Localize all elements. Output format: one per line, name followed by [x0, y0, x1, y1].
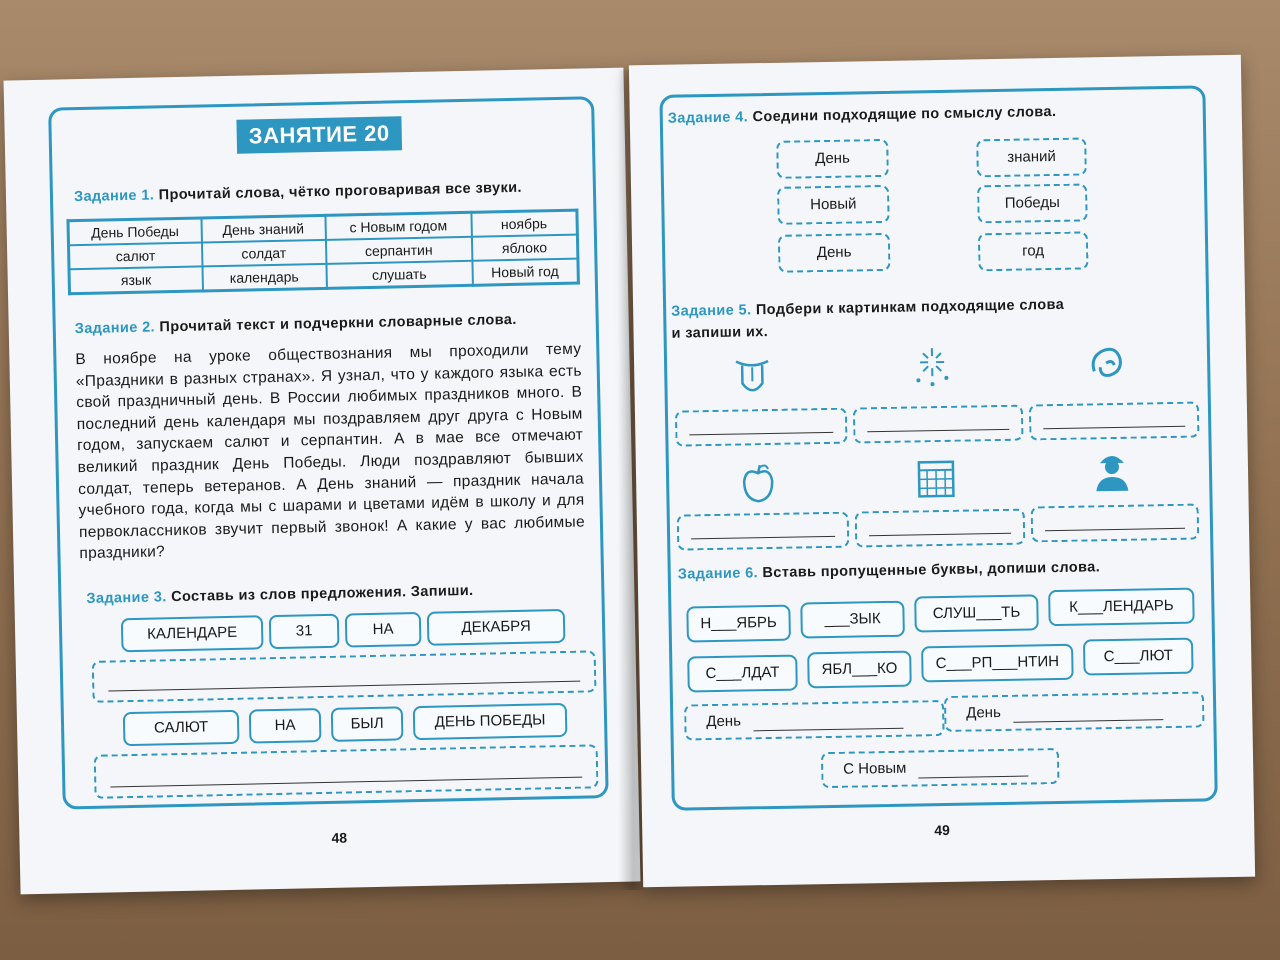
table-cell: язык: [69, 266, 203, 293]
answer-area[interactable]: [675, 408, 848, 447]
tongue-icon: [730, 353, 775, 398]
fill-word-card[interactable]: С___ЛДАТ: [687, 655, 798, 693]
word-card: ДЕКАБРЯ: [427, 609, 566, 646]
table-cell: с Новым годом: [325, 212, 471, 240]
answer-area[interactable]: [853, 405, 1024, 444]
match-word-right[interactable]: Победы: [977, 183, 1088, 223]
task1-text: Прочитай слова, чётко проговаривая все звуки.: [158, 179, 523, 204]
match-word-right[interactable]: год: [978, 231, 1089, 271]
fill-word-card[interactable]: С___ЛЮТ: [1083, 638, 1194, 676]
match-word-left[interactable]: День: [778, 233, 891, 273]
page-number: 49: [934, 821, 950, 839]
table-cell: солдат: [202, 240, 327, 267]
answer-line: [869, 533, 1011, 536]
word-card: ДЕНЬ ПОБЕДЫ: [413, 703, 568, 740]
fill-word-card[interactable]: С___РП___НТИН: [921, 644, 1074, 683]
match-word-right[interactable]: знаний: [976, 137, 1087, 177]
answer-line: [1045, 528, 1185, 531]
soldier-icon: [1090, 449, 1135, 494]
task4-text: Соедини подходящие по смыслу слова.: [752, 103, 1057, 126]
table-cell: День знаний: [201, 215, 326, 242]
right-page: [629, 55, 1255, 888]
word-card: БЫЛ: [331, 706, 404, 742]
table-cell: серпантин: [326, 237, 472, 264]
answer-area[interactable]: [677, 512, 850, 551]
table-cell: календарь: [202, 264, 327, 291]
task5-heading: [671, 294, 1065, 345]
task5-text-line2: и запиши их.: [671, 324, 769, 342]
task5-number: Задание 5.: [671, 302, 752, 320]
task6-number: Задание 6.: [677, 565, 759, 583]
phrase-fill[interactable]: [821, 748, 1060, 788]
answer-area[interactable]: [1031, 504, 1200, 543]
word-card: НА: [345, 612, 422, 648]
fill-word-card[interactable]: ЯБЛ___КО: [807, 651, 912, 689]
table-cell: салют: [69, 242, 203, 269]
answer-line: [110, 777, 582, 788]
table-cell: День Победы: [68, 218, 202, 245]
word-card: НА: [249, 708, 322, 744]
task3-text: Составь из слов предложения. Запиши.: [170, 582, 474, 606]
calendar-icon: [914, 456, 959, 501]
task6-text: Вставь пропущенные буквы, допиши слова.: [762, 559, 1101, 582]
answer-line: [1013, 701, 1163, 723]
left-page: [4, 68, 641, 895]
phrase-label: С Новым: [843, 759, 907, 778]
page-number: 48: [331, 829, 348, 846]
fill-word-card[interactable]: К___ЛЕНДАРЬ: [1048, 588, 1195, 627]
fill-word-card[interactable]: Н___ЯБРЬ: [686, 605, 791, 643]
task1-word-table: [66, 209, 579, 296]
answer-line: [918, 757, 1028, 778]
answer-line: [753, 709, 903, 731]
answer-area[interactable]: [855, 509, 1026, 548]
fireworks-icon: [910, 344, 955, 389]
task2-number: Задание 2.: [74, 319, 156, 338]
task5-text-line1: Подбери к картинкам подходящие слова: [755, 296, 1065, 319]
word-card: КАЛЕНДАРЕ: [121, 615, 264, 652]
task3-number: Задание 3.: [86, 589, 167, 607]
match-word-left[interactable]: День: [776, 139, 889, 179]
answer-line: [108, 681, 580, 692]
word-card: 31: [269, 614, 340, 649]
apple-icon: [736, 461, 781, 506]
answer-line: [867, 429, 1009, 432]
match-word-left[interactable]: Новый: [777, 185, 890, 225]
table-cell: Новый год: [472, 259, 578, 286]
task4-number: Задание 4.: [667, 109, 749, 127]
phrase-fill[interactable]: [944, 691, 1205, 732]
phrase-label: День: [706, 712, 742, 731]
lesson-title: ЗАНЯТИЕ 20: [236, 116, 402, 153]
table-cell: яблоко: [472, 235, 578, 261]
answer-area[interactable]: [1029, 402, 1200, 441]
task2-text: Прочитай текст и подчеркни словарные слова.: [159, 311, 517, 336]
word-card: САЛЮТ: [123, 710, 240, 746]
fill-word-card[interactable]: СЛУШ___ТЬ: [914, 594, 1039, 632]
phrase-label: День: [966, 704, 1001, 722]
phrase-fill[interactable]: [684, 700, 945, 741]
fill-word-card[interactable]: ___ЗЫК: [800, 601, 905, 639]
answer-line: [691, 536, 835, 540]
task2-passage: В ноябре на уроке обществознания мы проходили тему «Праздники в разных странах». Я узнал, что у каждого языка есть свой праздничный день. В России любимых праздников много. В последний день календаря мы поздравляем друг друга с Новым годом, запускаем салют и серпантин. А в мае все отмечают великий праздник День Победы. Люди поздравляют бывших солдат, теперь ветеранов. А День знаний — праздник начала учебного года, когда мы с шарами и цветами идём в школу и для первоклассников звучит первый звонок! А какие у вас любимые праздники?: [75, 340, 586, 563]
serpentine-icon: [1086, 341, 1131, 386]
task1-number: Задание 1.: [73, 187, 155, 206]
answer-line: [689, 432, 833, 436]
answer-line: [1043, 426, 1185, 429]
table-cell: ноябрь: [471, 210, 577, 237]
table-cell: слушать: [326, 261, 472, 289]
